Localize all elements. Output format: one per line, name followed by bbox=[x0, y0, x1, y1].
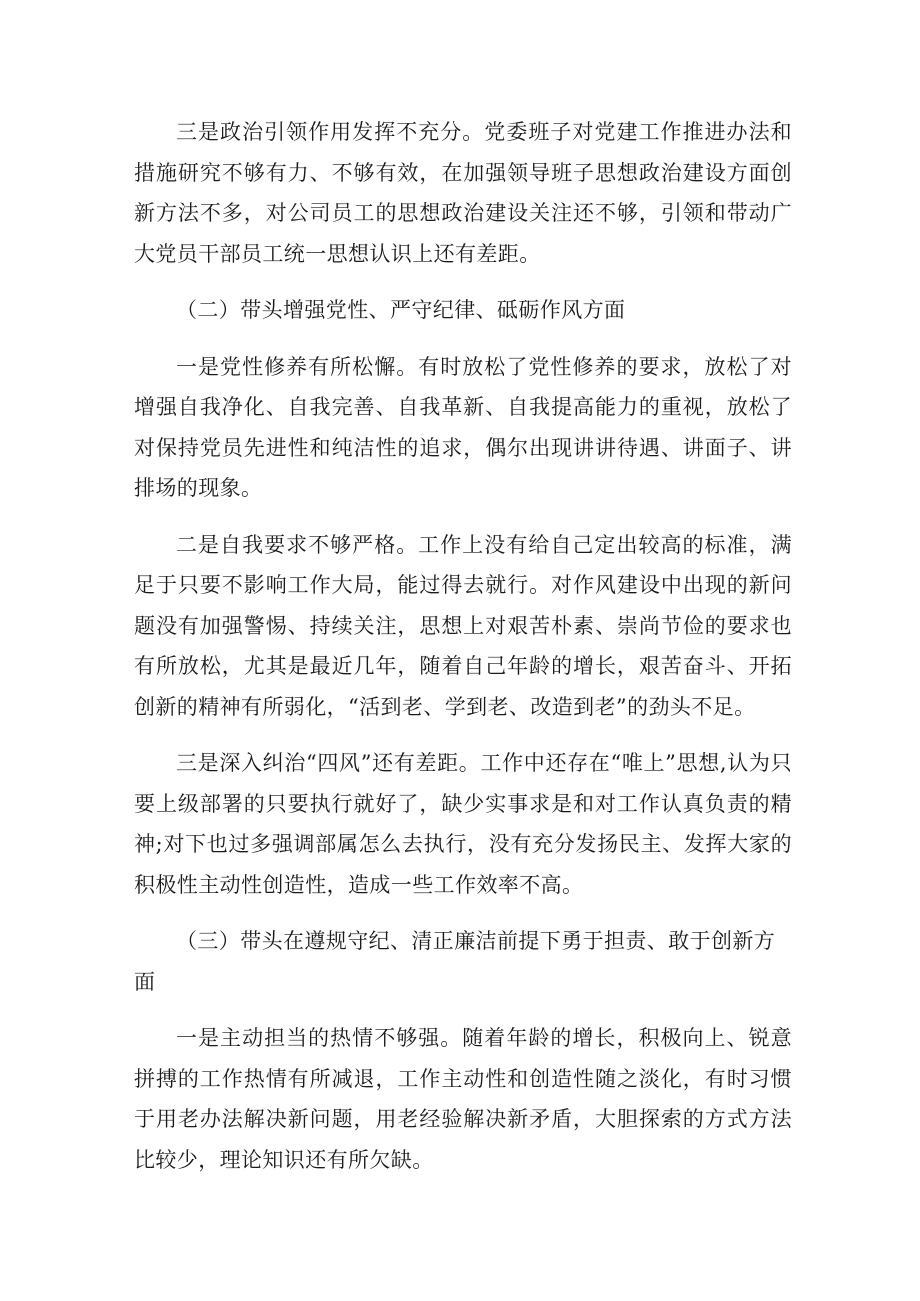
section-heading-3: （三）带头在遵规守纪、清正廉洁前提下勇于担责、敢于创新方面 bbox=[134, 929, 776, 994]
paragraph-party-spirit: 一是党性修养有所松懈。有时放松了党性修养的要求，放松了对增强自我净化、自我完善、自我革新、自我提高能力的重视，放松了对保持党员先进性和纯洁性的追求，偶尔出现讲讲待遇、讲面子、讲排场的现象。 bbox=[134, 354, 792, 500]
paragraph-political-leadership: 三是政治引领作用发挥不充分。党委班子对党建工作推进办法和措施研究不够有力、不够有效，在加强领导班子思想政治建设方面创新方法不多，对公司员工的思想政治建设关注还不够，引领和带动广大党员干部员工统一思想认识上还有差距。 bbox=[134, 120, 792, 266]
section-heading-2: （二）带头增强党性、严守纪律、砥砺作风方面 bbox=[176, 298, 626, 322]
document-body bbox=[134, 112, 792, 1196]
paragraph-self-discipline: 二是自我要求不够严格。工作上没有给自己定出较高的标准，满足于只要不影响工作大局，能过得去就行。对作风建设中出现的新问题没有加强警惕、持续关注，思想上对艰苦朴素、崇尚节俭的要求也有所放松，尤其是最近几年，随着自己年龄的增长，艰苦奋斗、开拓创新的精神有所弱化，“活到老、学到老、改造到老”的劲头不足。 bbox=[134, 532, 792, 719]
paragraph-four-winds: 三是深入纠治“四风”还有差距。工作中还存在“唯上”思想,认为只要上级部署的只要执行就好了，缺少实事求是和对工作认真负责的精神;对下也过多强调部属怎么去执行，没有充分发扬民主、发挥大家的积极性主动性创造性，造成一些工作效率不高。 bbox=[134, 751, 792, 897]
paragraph-initiative: 一是主动担当的热情不够强。随着年龄的增长，积极向上、锐意拼搏的工作热情有所减退，工作主动性和创造性随之淡化，有时习惯于用老办法解决新问题，用老经验解决新矛盾，大胆探索的方式方法比较少，理论知识还有所欠缺。 bbox=[134, 1026, 792, 1172]
